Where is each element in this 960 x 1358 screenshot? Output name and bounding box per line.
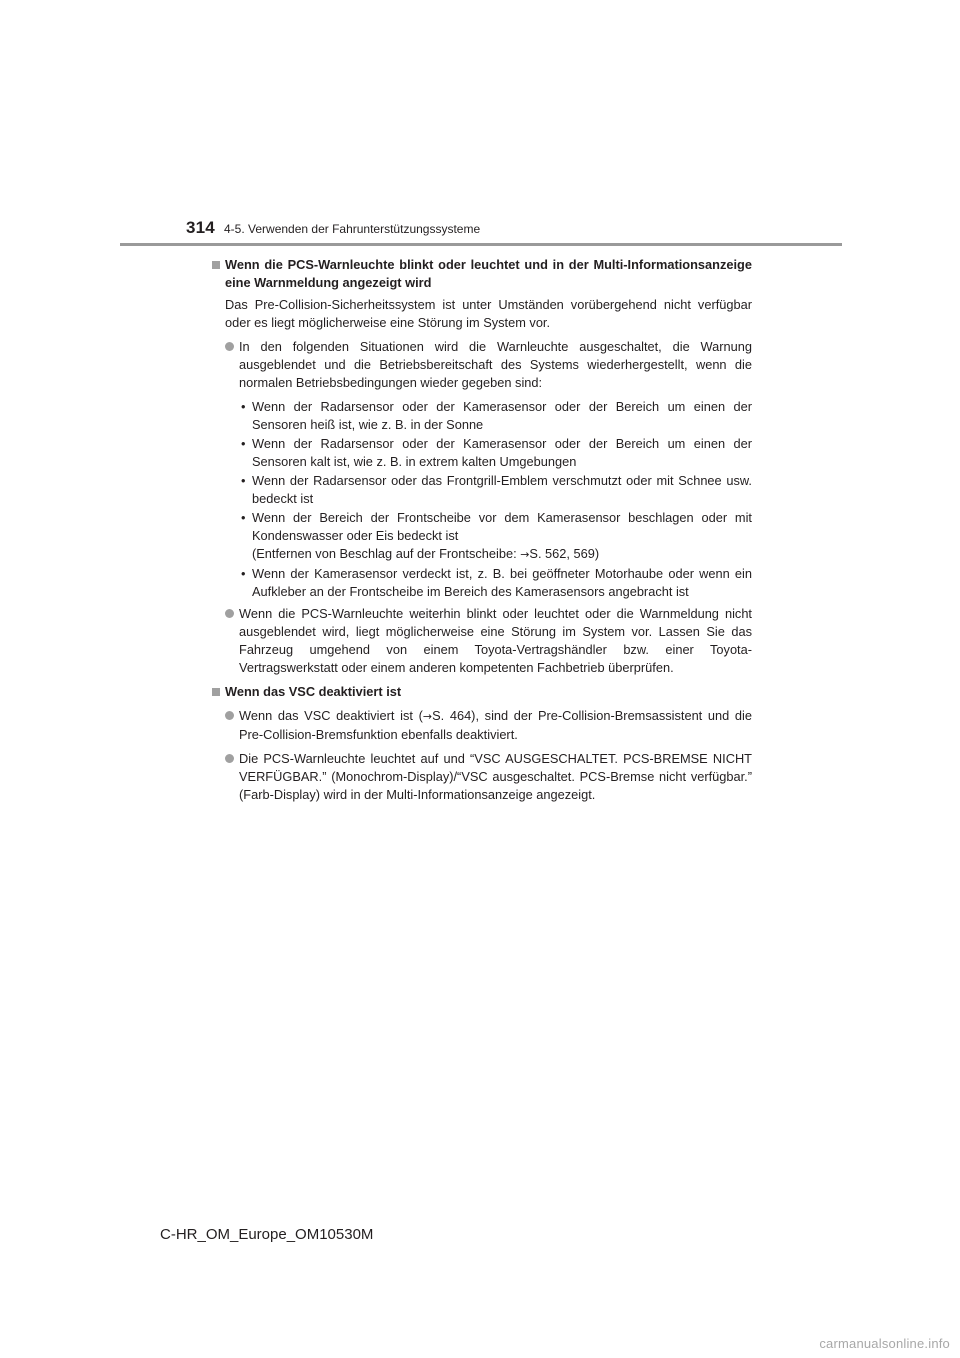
sub-list-item xyxy=(212,565,752,601)
list-item-text-cont: S. 464), sind der Pre-Collision-Bremsassistent und die Pre-Collision-Bremsfunktion ebenfalls deaktiviert. xyxy=(239,708,752,742)
section-intro: Das Pre-Collision-Sicherheitssystem ist unter Umständen vorübergehend nicht verfügbar oder es liegt möglicherweise eine Störung im System vor. xyxy=(225,297,752,330)
section-heading-text: Wenn das VSC deaktiviert ist xyxy=(225,684,402,699)
sub-list-item-text: Wenn der Radarsensor oder der Kamerasensor oder der Bereich um einen der Sensoren kalt ist, wie z. B. in extrem kalten Umgebungen xyxy=(252,436,752,469)
sub-list-item xyxy=(212,472,752,508)
list-item-text: Die PCS-Warnleuchte leuchtet auf und “VSC AUSGESCHALTET. PCS-BREMSE NICHT VERFÜGBAR.” (Monochrom-Display)/“VSC ausgeschaltet. PCS-Bremse nicht verfügbar.” (Farb-Display) wird in der Multi-Informationsanzeige angezeigt. xyxy=(239,751,752,802)
section-heading xyxy=(212,256,752,292)
sub-list-item xyxy=(212,398,752,434)
list-item xyxy=(212,605,752,677)
circle-bullet-icon xyxy=(225,754,234,763)
list-item xyxy=(212,750,752,804)
section-heading xyxy=(212,683,752,701)
dot-marker: • xyxy=(241,399,246,414)
page-reference: S. 562, 569) xyxy=(529,546,600,561)
sub-list-item-note: (Entfernen von Beschlag auf der Frontscheibe: xyxy=(252,546,521,561)
sub-list-item-text: Wenn der Kamerasensor verdeckt ist, z. B. bei geöffneter Motorhaube oder wenn ein Aufkleber an der Frontscheibe im Bereich des Kamerasensors angebracht ist xyxy=(252,566,752,599)
dot-marker: • xyxy=(241,510,246,525)
arrow-right-icon: → xyxy=(520,548,530,561)
circle-bullet-icon xyxy=(225,609,234,618)
watermark: carmanualsonline.info xyxy=(819,1336,950,1351)
sub-list-item-text: Wenn der Bereich der Frontscheibe vor dem Kamerasensor beschlagen oder mit Kondenswasser oder Eis bedeckt ist xyxy=(252,510,752,543)
document-code: C-HR_OM_Europe_OM10530M xyxy=(160,1226,374,1243)
square-bullet-icon xyxy=(212,261,220,269)
circle-bullet-icon xyxy=(225,711,234,720)
sub-list-item-text: Wenn der Radarsensor oder der Kamerasensor oder der Bereich um einen der Sensoren heiß ist, wie z. B. in der Sonne xyxy=(252,399,752,432)
arrow-right-icon: → xyxy=(422,710,433,723)
dot-marker: • xyxy=(241,473,246,488)
dot-marker: • xyxy=(241,566,246,581)
list-item xyxy=(212,338,752,392)
sub-list-item xyxy=(212,509,752,564)
list-item xyxy=(212,707,752,744)
header-rule xyxy=(120,243,842,246)
sub-list xyxy=(212,398,752,601)
sub-list-item xyxy=(212,435,752,471)
list-item-text: Wenn die PCS-Warnleuchte weiterhin blinkt oder leuchtet oder die Warnmeldung nicht ausgeblendet wird, liegt möglicherweise eine Störung im System vor. Lassen Sie das Fahrzeug umgehend von einem Toyota-Vertragshändler bzw. einer Toyota-Vertragswerkstatt oder einem anderen kompetenten Fachbetrieb überprüfen. xyxy=(239,606,752,675)
dot-marker: • xyxy=(241,436,246,451)
sub-list-item-text: Wenn der Radarsensor oder das Frontgrill-Emblem verschmutzt oder mit Schnee usw. bedeckt ist xyxy=(252,473,752,506)
page-content xyxy=(212,252,752,804)
page-number: 314 xyxy=(186,218,215,237)
chapter-title: 4-5. Verwenden der Fahrunterstützungssysteme xyxy=(224,222,481,236)
circle-bullet-icon xyxy=(225,342,234,351)
section-heading-text: Wenn die PCS-Warnleuchte blinkt oder leuchtet und in der Multi-Informationsanzeige eine Warnmeldung angezeigt wird xyxy=(225,257,752,290)
list-item-text: Wenn das VSC deaktiviert ist ( xyxy=(239,708,423,723)
square-bullet-icon xyxy=(212,688,220,696)
list-item-text: In den folgenden Situationen wird die Warnleuchte ausgeschaltet, die Warnung ausgeblendet und die Betriebsbereitschaft des Systems wiederhergestellt, wenn die normalen Betriebsbedingungen wieder gegeben sind: xyxy=(239,339,752,390)
